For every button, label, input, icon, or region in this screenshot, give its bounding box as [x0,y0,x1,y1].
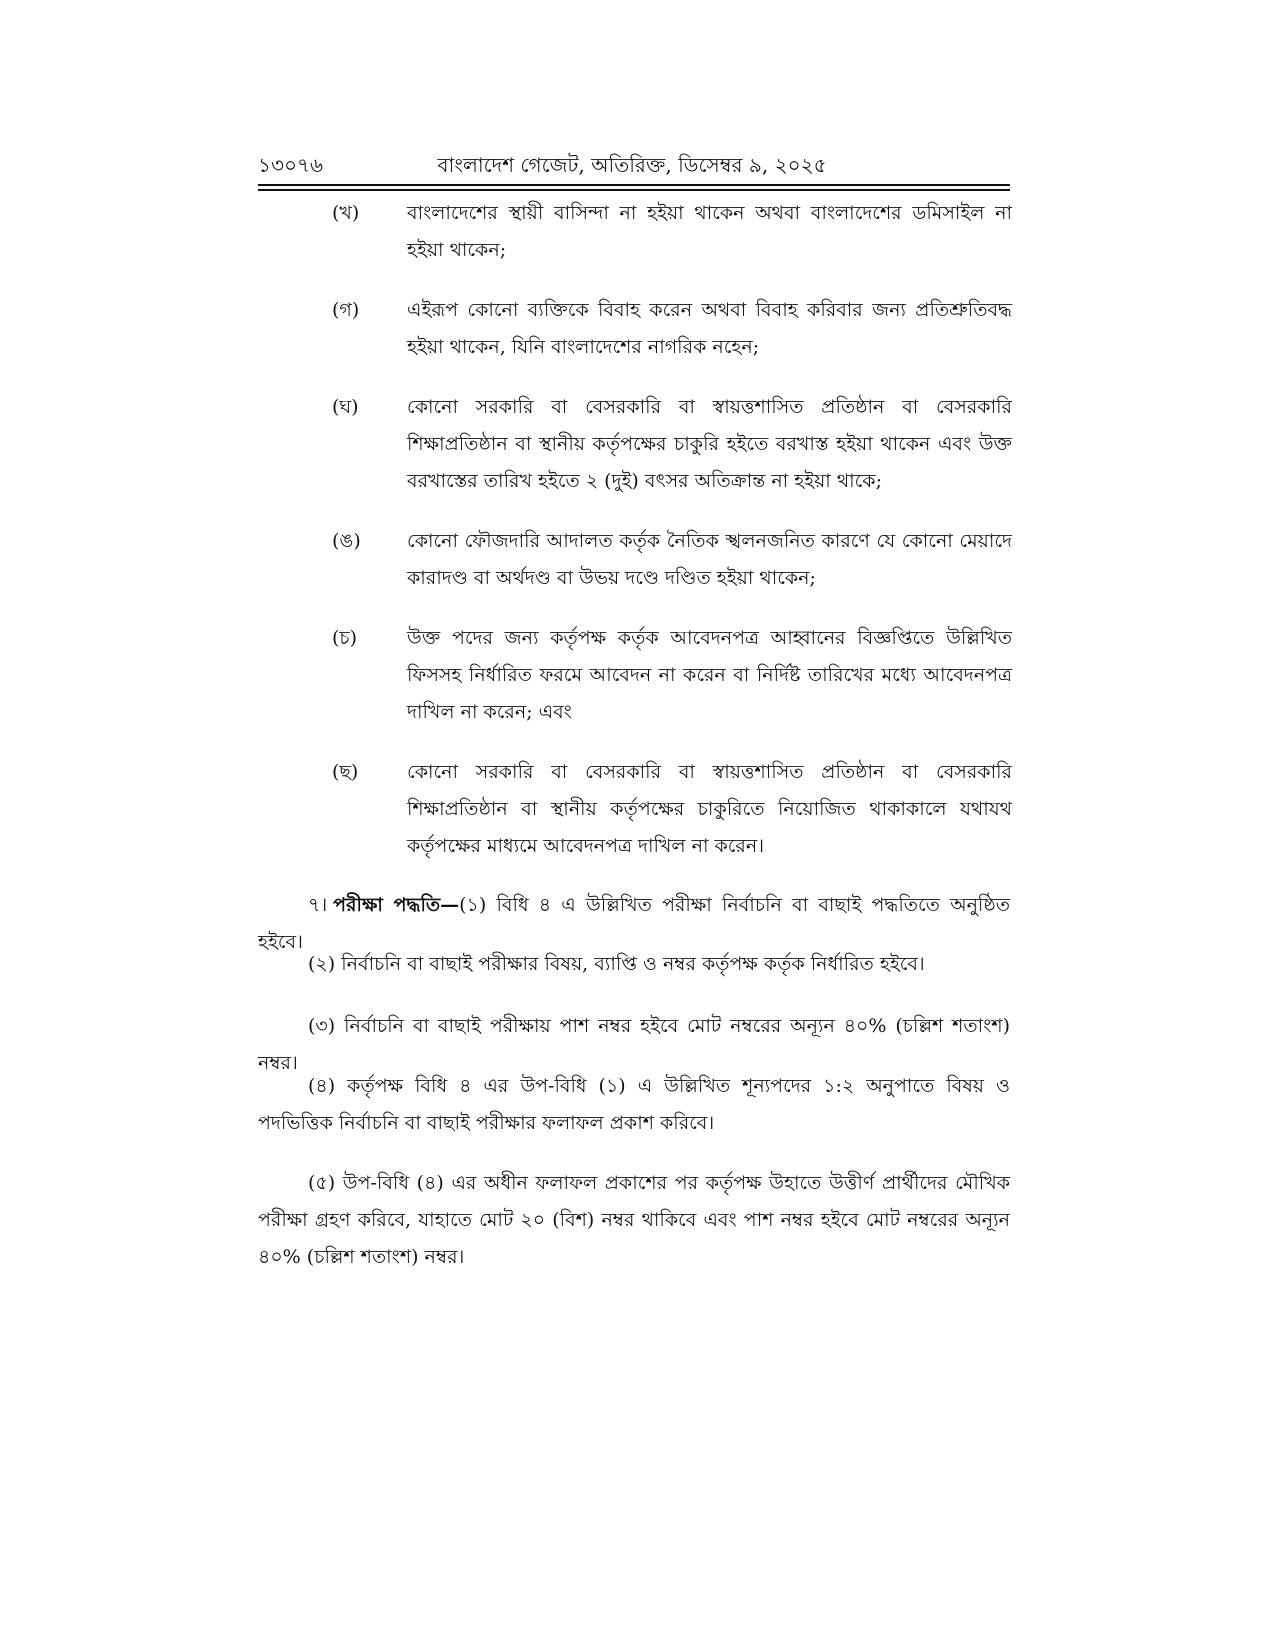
section-heading-dash: — [440,894,460,916]
section-7-clause-2: (২) নির্বাচনি বা বাছাই পরীক্ষার বিষয়, ব্যাপ্তি ও নম্বর কর্তৃপক্ষ কর্তৃক নির্ধারিত হইবে। [308,953,925,975]
header-rule-top [258,184,1010,186]
section-7-clause-4: (৪) কর্তৃপক্ষ বিধি ৪ এর উপ-বিধি (১) এ উল্লিখিত শূন্যপদের ১:২ অনুপাতে বিষয় ও পদভিত্তিক নির্বাচনি বা বাছাই পরীক্ষার ফলাফল প্রকাশ করিবে। [258,1075,1010,1134]
list-item-label: (চ) [332,627,358,649]
list-item-text: এইরূপ কোনো ব্যক্তিকে বিবাহ করেন অথবা বিবাহ করিবার জন্য প্রতিশ্রুতিবদ্ধ হইয়া থাকেন, যিনি বাংলাদেশের নাগরিক নহেন; [407,299,1012,358]
list-item-chha [332,754,1012,865]
list-item-ga [332,292,1012,366]
list-item-text: কোনো সরকারি বা বেসরকারি বা স্বায়ত্তশাসিত প্রতিষ্ঠান বা বেসরকারি শিক্ষাপ্রতিষ্ঠান বা স্থানীয় কর্তৃপক্ষের চাকুরি হইতে বরখাস্ত হইয়া থাকেন এবং উক্ত বরখাস্তের তারিখ হইতে ২ (দুই) বৎসর অতিক্রান্ত না হইয়া থাকে; [407,396,1012,492]
gazette-title: বাংলাদেশ গেজেট, অতিরিক্ত, ডিসেম্বর ৯, ২০২৫ [437,153,827,177]
list-item-kha [332,195,1012,269]
list-item-label: (ঙ) [332,530,361,552]
header-rule-bottom [258,189,1010,191]
section-7-clause-5: (৫) উপ-বিধি (৪) এর অধীন ফলাফল প্রকাশের পর কর্তৃপক্ষ উহাতে উত্তীর্ণ প্রার্থীদের মৌখিক পরীক্ষা গ্রহণ করিবে, যাহাতে মোট ২০ (বিশ) নম্বর থাকিবে এবং পাশ নম্বর হইবে মোট নম্বরের অন্যূন ৪০% (চল্লিশ শতাংশ) নম্বর। [258,1172,1010,1268]
list-item-label: (গ) [332,299,360,321]
list-item-cha [332,620,1012,731]
page-number: ১৩০৭৬ [258,153,323,177]
list-item-label: (ঘ) [332,396,359,418]
section-heading: পরীক্ষা পদ্ধতি [333,894,441,916]
section-7-clause-3: (৩) নির্বাচনি বা বাছাই পরীক্ষায় পাশ নম্বর হইবে মোট নম্বরের অন্যূন ৪০% (চল্লিশ শতাংশ) নম্বর। [258,1015,1010,1074]
list-item-label: (ছ) [332,761,359,783]
list-item-text: কোনো ফৌজদারি আদালত কর্তৃক নৈতিক স্খলনজনিত কারণে যে কোনো মেয়াদে কারাদণ্ড বা অর্থদণ্ড বা উভয় দণ্ডে দণ্ডিত হইয়া থাকেন; [407,530,1012,589]
list-item-umo [332,523,1012,597]
page-header [258,150,1006,180]
list-item-gha [332,389,1012,500]
list-item-text: উক্ত পদের জন্য কর্তৃপক্ষ কর্তৃক আবেদনপত্র আহ্বানের বিজ্ঞপ্তিতে উল্লিখিত ফিসসহ নির্ধারিত ফরমে আবেদন না করেন বা নির্দিষ্ট তারিখের মধ্যে আবেদনপত্র দাখিল না করেন; এবং [407,627,1012,723]
list-item-label: (খ) [332,202,360,224]
list-item-text: বাংলাদেশের স্থায়ী বাসিন্দা না হইয়া থাকেন অথবা বাংলাদেশের ডমিসাইল না হইয়া থাকেন; [407,202,1012,261]
section-number: ৭। [308,894,328,916]
section-clause-text: (১) বিধি ৪ এ উল্লিখিত পরীক্ষা নির্বাচনি বা বাছাই পদ্ধতিতে অনুষ্ঠিত হইবে। [258,894,1010,953]
list-item-text: কোনো সরকারি বা বেসরকারি বা স্বায়ত্তশাসিত প্রতিষ্ঠান বা বেসরকারি শিক্ষাপ্রতিষ্ঠান বা স্থানীয় কর্তৃপক্ষের চাকুরিতে নিয়োজিত থাকাকালে যথাযথ কর্তৃপক্ষের মাধ্যমে আবেদনপত্র দাখিল না করেন। [407,761,1012,857]
